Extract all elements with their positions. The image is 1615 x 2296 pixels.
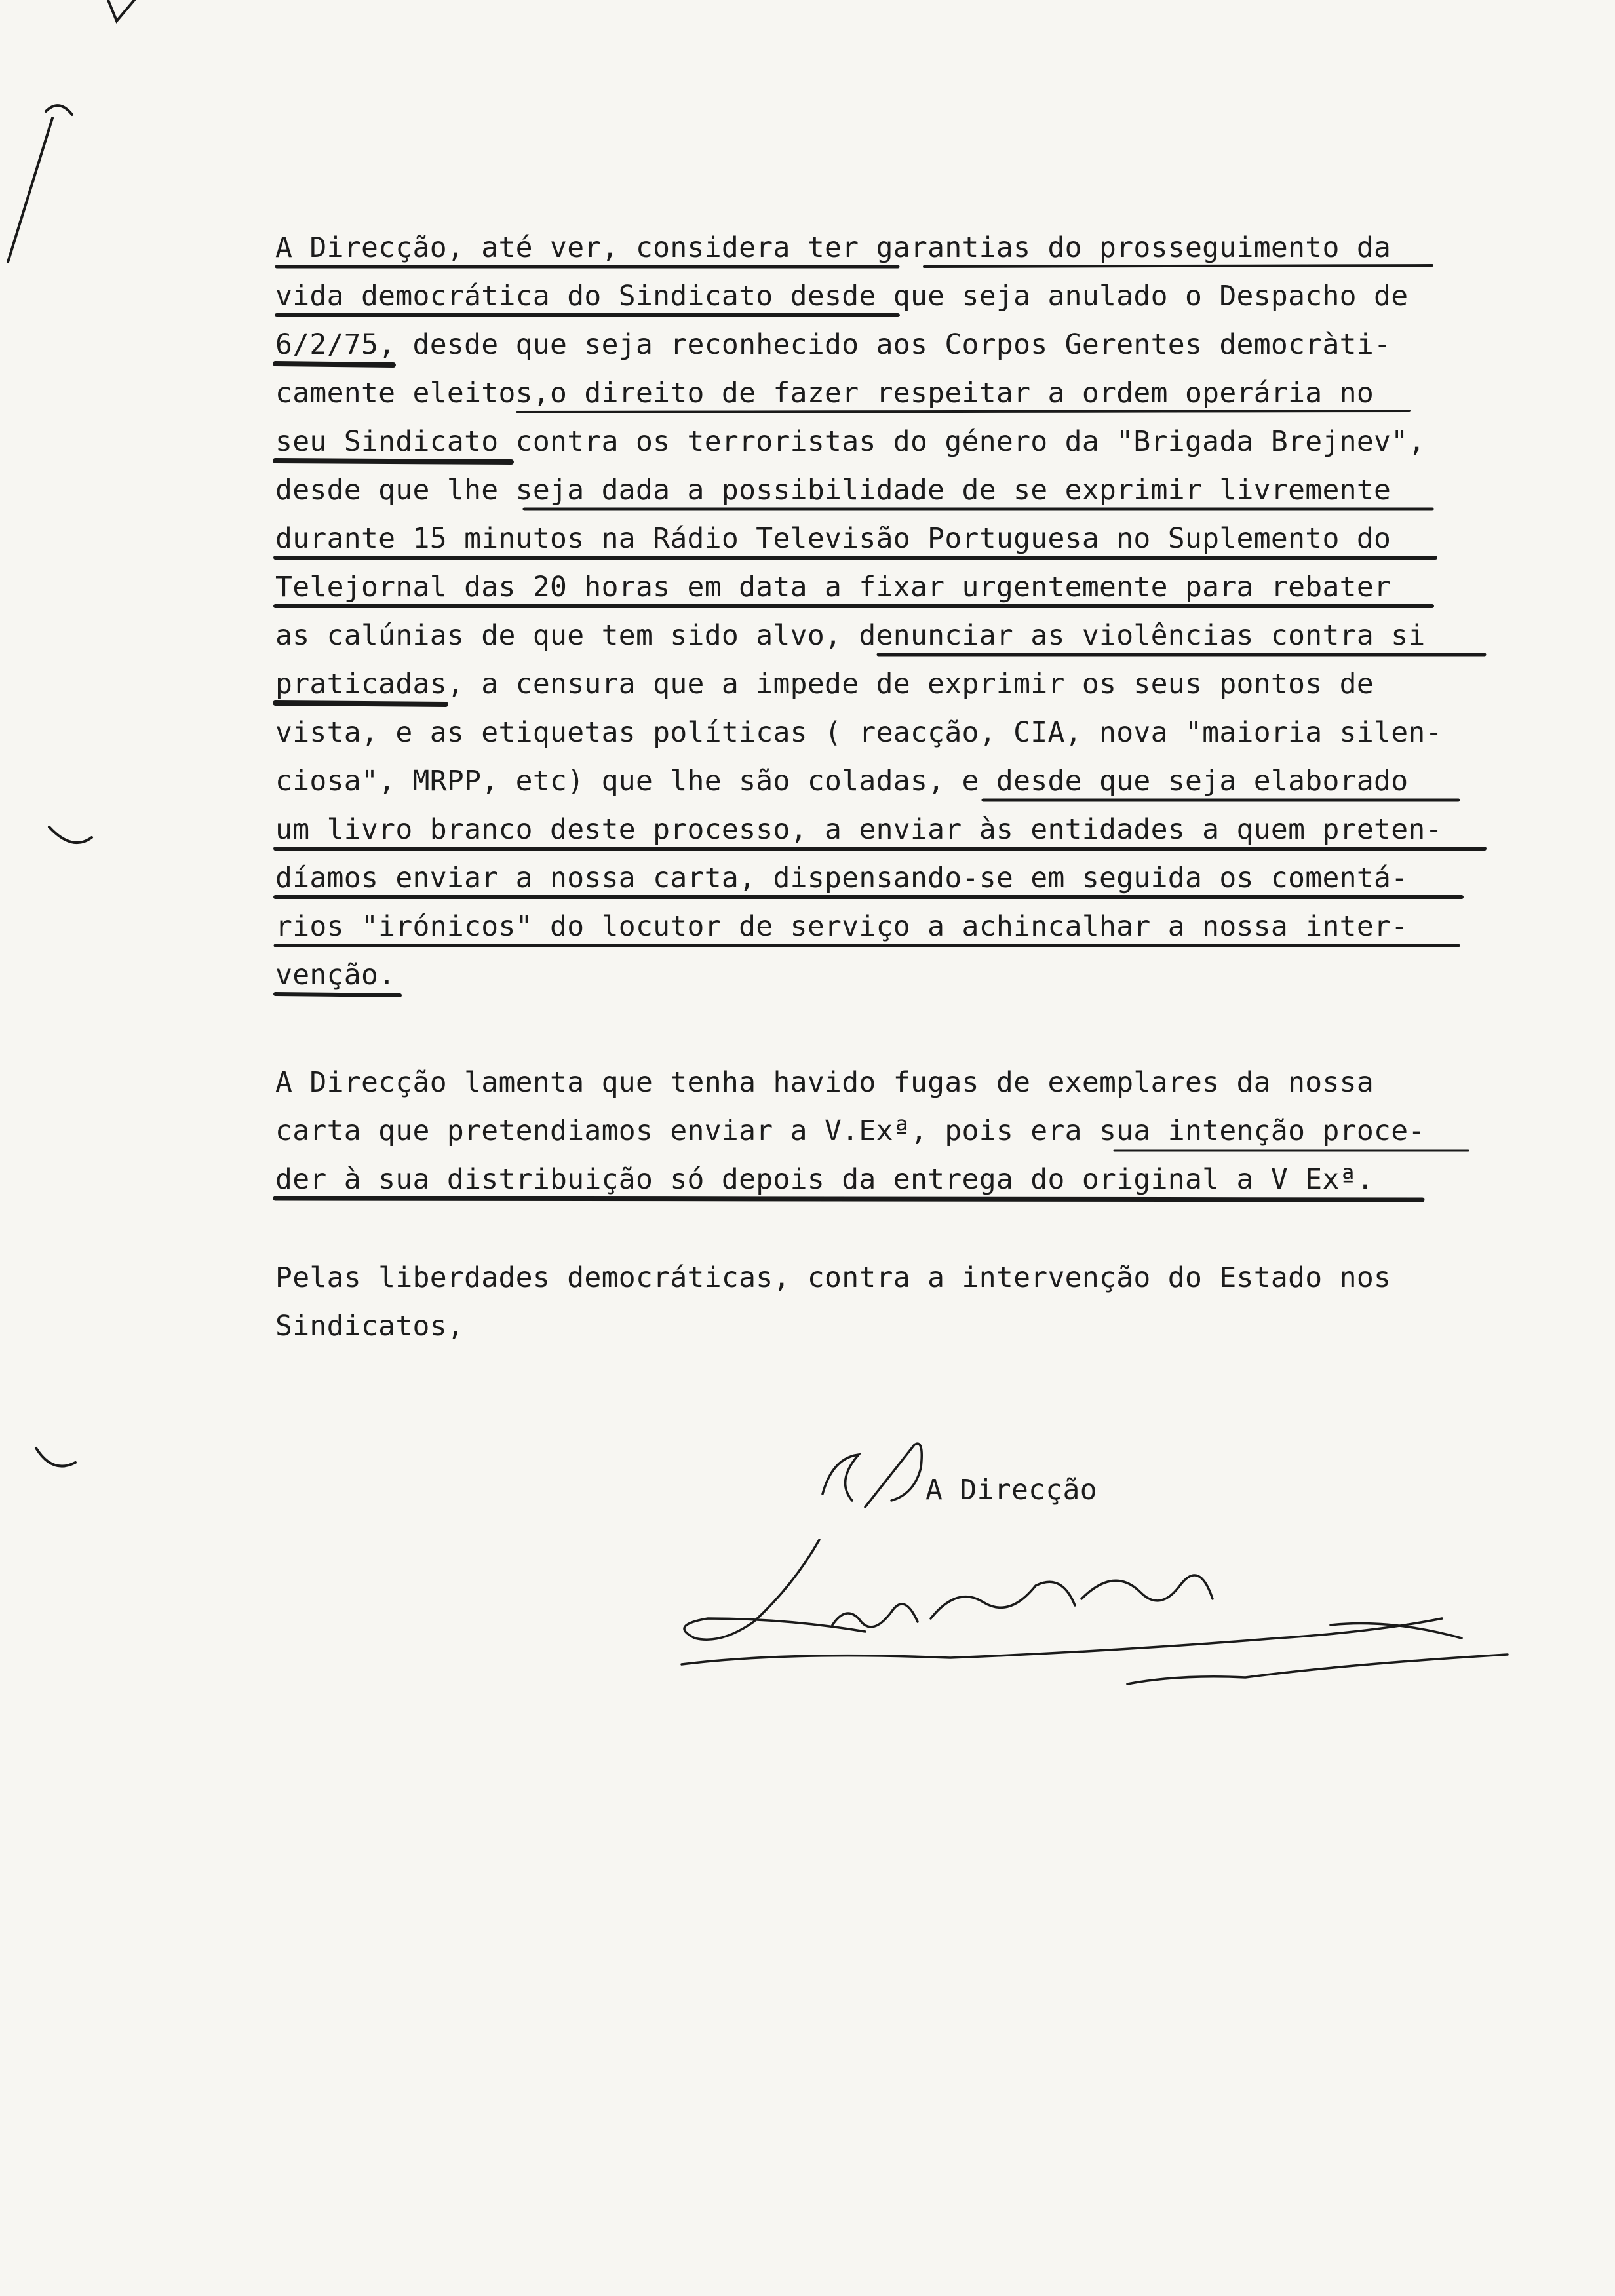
p1-line-4: camente eleitos,o direito de fazer respeitar a ordem operária no: [275, 377, 1374, 410]
p1-line-9: as calúnias de que tem sido alvo, denunciar as violências contra si: [275, 619, 1426, 652]
margin-marks: [8, 0, 134, 1466]
p1-line-12: ciosa", MRPP, etc) que lhe são coladas, e desde que seja elaborado: [275, 765, 1409, 797]
p1-line-6: desde que lhe seja dada a possibilidade de se exprimir livremente: [275, 474, 1391, 507]
p2-line-2: carta que pretendiamos enviar a V.Exª, pois era sua intenção proce-: [275, 1115, 1426, 1147]
p1-line-14: díamos enviar a nossa carta, dispensando-se em seguida os comentá-: [275, 862, 1409, 894]
p1-line-7: durante 15 minutos na Rádio Televisão Portuguesa no Suplemento do: [275, 522, 1391, 555]
p1-line-3: 6/2/75, desde que seja reconhecido aos Corpos Gerentes democràti-: [275, 328, 1391, 361]
p1-line-15: rios "irónicos" do locutor de serviço a achincalhar a nossa inter-: [275, 910, 1409, 943]
p1-line-2: vida democrática do Sindicato desde que seja anulado o Despacho de: [275, 280, 1409, 313]
p1-line-10: praticadas, a censura que a impede de exprimir os seus pontos de: [275, 668, 1374, 700]
closing-line-2: Sindicatos,: [275, 1310, 465, 1343]
closing-line-1: Pelas liberdades democráticas, contra a intervenção do Estado nos: [275, 1261, 1391, 1294]
signature-label: A Direcção: [925, 1474, 1097, 1506]
p1-line-1: A Direcção, até ver, considera ter garantias do prosseguimento da: [275, 231, 1391, 264]
p1-line-16: venção.: [275, 959, 396, 991]
p1-line-13: um livro branco deste processo, a enviar às entidades a quem preten-: [275, 813, 1443, 846]
p1-line-5: seu Sindicato contra os terroristas do género da "Brigada Brejnev",: [275, 425, 1426, 458]
p2-line-3: der à sua distribuição só depois da entrega do original a V Exª.: [275, 1163, 1374, 1196]
p1-line-8: Telejornal das 20 horas em data a fixar urgentemente para rebater: [275, 571, 1391, 603]
p2-line-1: A Direcção lamenta que tenha havido fugas de exemplares da nossa: [275, 1066, 1374, 1099]
p1-line-11: vista, e as etiquetas políticas ( reacção, CIA, nova "maioria silen-: [275, 716, 1443, 749]
